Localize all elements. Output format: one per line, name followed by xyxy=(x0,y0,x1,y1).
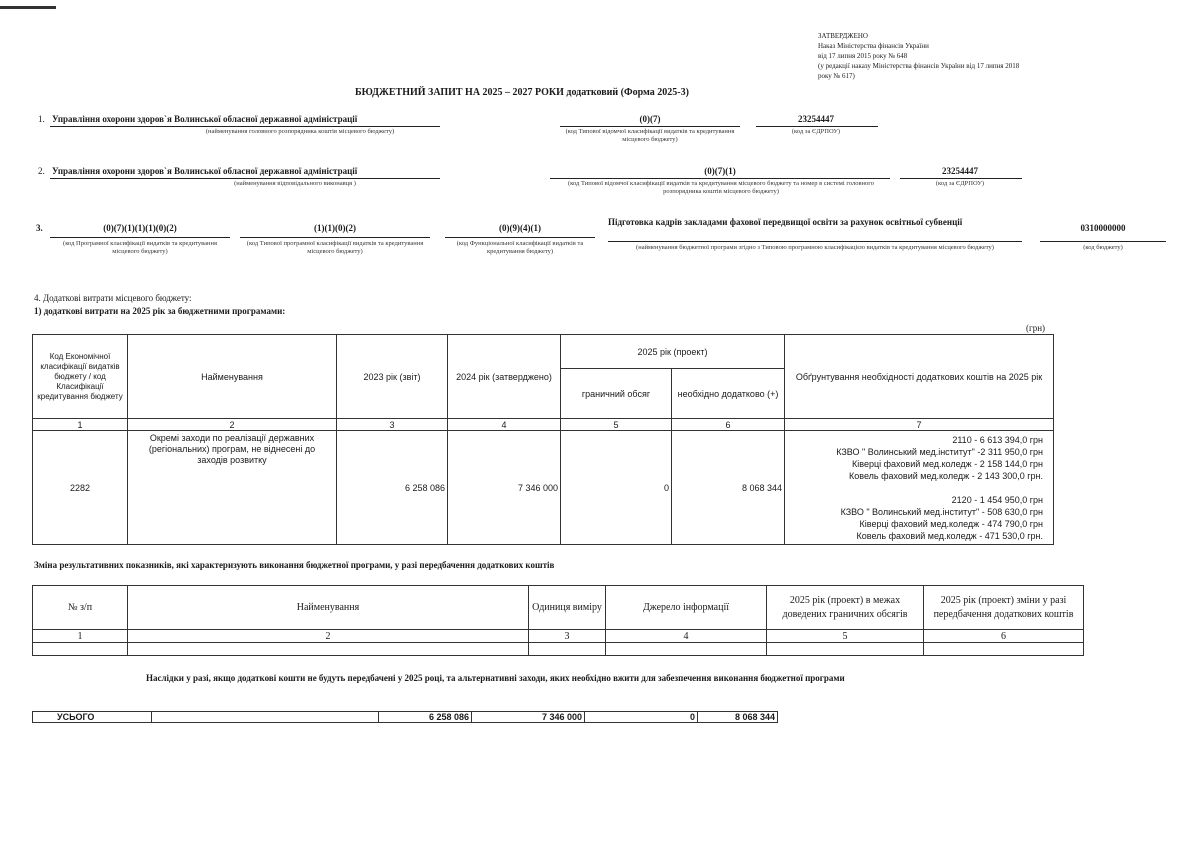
approval-line: (у редакції наказу Міністерства фінансів України від 17 липня 2018 xyxy=(818,62,1020,70)
header-2025: 2025 рік (проект) xyxy=(561,335,785,369)
section-4-subheading: 1) додаткові витрати на 2025 рік за бюджетними програмами: xyxy=(34,306,286,316)
approval-stamp xyxy=(818,31,1078,81)
total-row xyxy=(33,712,778,723)
column-number: 5 xyxy=(767,630,924,643)
cell-code: 2282 xyxy=(33,431,128,545)
justification-line: 2110 - 6 613 394,0 грн xyxy=(952,434,1043,445)
header-unit: Одиниця виміру xyxy=(529,586,606,630)
section-2-edrpou-caption: (код за ЄДРПОУ) xyxy=(935,180,985,187)
header-name: Найменування xyxy=(128,335,337,419)
column-number: 4 xyxy=(448,419,561,431)
column-number: 4 xyxy=(606,630,767,643)
section-3-functional-code-caption: (код Функціональної класифікації видатків та кредитування бюджету) xyxy=(456,240,584,255)
column-number: 1 xyxy=(33,630,128,643)
section-3-budget-code-caption: (код бюджету) xyxy=(1083,244,1123,251)
approval-line: ЗАТВЕРДЖЕНО xyxy=(818,32,868,40)
approval-line: Наказ Міністерства фінансів України xyxy=(818,42,929,50)
header-2023: 2023 рік (звіт) xyxy=(337,335,448,419)
section-3-budget-code: 0310000000 xyxy=(1080,223,1126,233)
table-row xyxy=(33,431,1054,545)
header-number: № з/п xyxy=(33,586,128,630)
section-3-typical-code: (1)(1)(0)(2) xyxy=(314,223,356,233)
section-1-code: (0)(7) xyxy=(639,114,661,124)
total-additional: 8 068 344 xyxy=(698,712,778,723)
total-2023: 6 258 086 xyxy=(379,712,472,723)
total-2024: 7 346 000 xyxy=(472,712,585,723)
cell-justification xyxy=(785,431,1054,545)
section-3-typical-code-caption: (код Типової програмної класифікації видатків та кредитування місцевого бюджету) xyxy=(246,240,424,255)
section-2-name: Управління охорони здоров`я Волинської обласної державної адміністрації xyxy=(52,166,358,176)
header-source: Джерело інформації xyxy=(606,586,767,630)
section-1-edrpou: 23254447 xyxy=(798,114,834,124)
section-2-code-caption: (код Типової відомчої класифікації видатків та кредитування місцевого бюджету та номер в системі головного розпорядника коштів місцевого бюджету) xyxy=(567,180,875,195)
column-number: 6 xyxy=(924,630,1084,643)
header-limit-2025: 2025 рік (проект) в межах доведених граничних обсягів xyxy=(767,586,924,630)
justification-line: Ківерці фаховий мед.коледж - 474 790,0 грн xyxy=(859,518,1043,529)
header-additional: необхідно додатково (+) xyxy=(672,369,785,419)
section-3-number: 3. xyxy=(36,223,43,233)
section-1-code-caption: (код Типової відомчої класифікації видатків та кредитування місцевого бюджету) xyxy=(565,128,735,143)
additional-expenses-table xyxy=(32,334,1054,545)
cell-2023: 6 258 086 xyxy=(337,431,448,545)
section-2-edrpou: 23254447 xyxy=(942,166,978,176)
section-1-name: Управління охорони здоров`я Волинської обласної державної адміністрації xyxy=(52,114,358,124)
header-limit: граничний обсяг xyxy=(561,369,672,419)
section-1-number: 1. xyxy=(38,114,45,124)
indicators-table xyxy=(32,585,1084,656)
column-number: 2 xyxy=(128,630,529,643)
column-number: 3 xyxy=(529,630,606,643)
justification-line: 2120 - 1 454 950,0 грн xyxy=(951,494,1043,505)
header-justification: Обґрунтування необхідності додаткових коштів на 2025 рік xyxy=(785,335,1054,419)
cell-name: Окремі заходи по реалізації державних (регіональних) програм, не віднесені до заходів розвитку xyxy=(128,431,337,545)
totals-table xyxy=(32,711,778,723)
cell-additional: 8 068 344 xyxy=(672,431,785,545)
column-number: 3 xyxy=(337,419,448,431)
column-number: 7 xyxy=(785,419,1054,431)
consequences-heading: Наслідки у разі, якщо додаткові кошти не будуть передбачені у 2025 році, та альтернативні заходи, яких необхідно вжити для забезпечення виконання бюджетної програми xyxy=(146,673,845,683)
justification-spacer xyxy=(785,482,1043,494)
total-label: УСЬОГО xyxy=(33,712,152,723)
cell-limit: 0 xyxy=(561,431,672,545)
header-code: Код Економічної класифікації видатків бюджету / код Класифікації кредитування бюджету xyxy=(33,335,128,419)
section-2-number: 2. xyxy=(38,166,45,176)
column-number: 1 xyxy=(33,419,128,431)
section-1-edrpou-caption: (код за ЄДРПОУ) xyxy=(791,128,841,135)
justification-line: Ковель фаховий мед.коледж - 471 530,0 грн. xyxy=(856,530,1043,541)
justification-line: Ківерці фаховий мед.коледж - 2 158 144,0 грн xyxy=(852,458,1043,469)
section-3-program-name-caption: (найменування бюджетної програми згідно з Типовою програмною класифікацією видатків та кредитування місцевого бюджету) xyxy=(636,244,994,251)
column-number: 5 xyxy=(561,419,672,431)
section-2-code: (0)(7)(1) xyxy=(704,166,736,176)
unit-label: (грн) xyxy=(1026,323,1046,333)
approval-line: року № 617) xyxy=(818,72,855,80)
header-changes-2025: 2025 рік (проект) зміни у разі передбачення додаткових коштів xyxy=(924,586,1084,630)
total-limit: 0 xyxy=(585,712,698,723)
header-2024: 2024 рік (затверджено) xyxy=(448,335,561,419)
column-number: 6 xyxy=(672,419,785,431)
section-4-heading: 4. Додаткові витрати місцевого бюджету: xyxy=(34,293,192,303)
section-3-program-name: Підготовка кадрів закладами фахової передвищої освіти за рахунок освітньої субвенції xyxy=(608,217,963,227)
column-number: 2 xyxy=(128,419,337,431)
section-3-program-code-caption: (код Програмної класифікації видатків та кредитування місцевого бюджету) xyxy=(63,240,217,255)
section-3-functional-code: (0)(9)(4)(1) xyxy=(499,223,541,233)
document-title: БЮДЖЕТНИЙ ЗАПИТ НА 2025 – 2027 РОКИ додатковий (Форма 2025-3) xyxy=(355,87,689,98)
section-2-name-caption: (найменування відповідального виконавця ) xyxy=(234,180,356,187)
cell-2024: 7 346 000 xyxy=(448,431,561,545)
justification-line: КЗВО " Волинський мед.інститут" -2 311 950,0 грн xyxy=(836,446,1043,457)
table-row xyxy=(33,643,1084,656)
scan-corner-mark xyxy=(0,6,56,9)
section-3-program-code: (0)(7)(1)(1)(1)(0)(2) xyxy=(103,223,177,233)
justification-line: КЗВО " Волинський мед.інститут" - 508 630,0 грн xyxy=(840,506,1043,517)
indicators-heading: Зміна результативних показників, які характеризують виконання бюджетної програми, у разі передбачення додаткових коштів xyxy=(34,560,555,570)
approval-line: від 17 липня 2015 року № 648 xyxy=(818,52,908,60)
section-1-name-caption: (найменування головного розпорядника коштів місцевого бюджету) xyxy=(205,128,395,135)
justification-line: Ковель фаховий мед.коледж - 2 143 300,0 грн. xyxy=(849,470,1043,481)
header-name: Найменування xyxy=(128,586,529,630)
